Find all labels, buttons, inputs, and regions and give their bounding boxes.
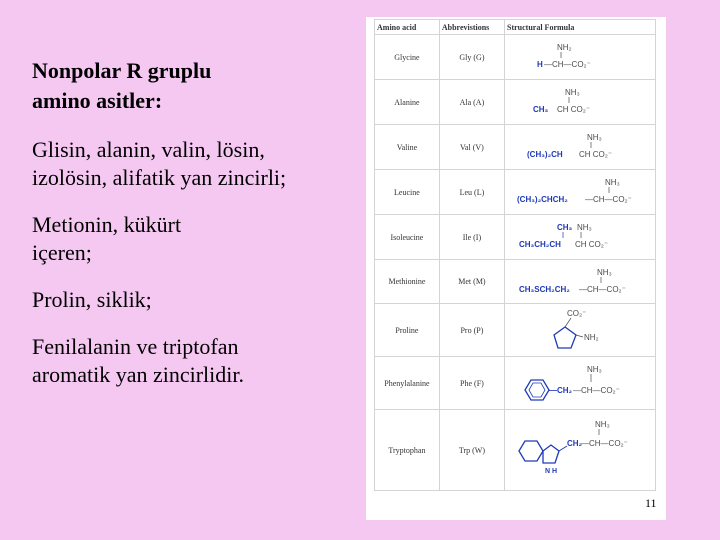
amino-acid-abbr: Leu (L) (439, 170, 504, 215)
formula-backbone: —CH—CO₂⁻ (581, 439, 628, 448)
amino-acid-abbr: Ile (I) (439, 215, 504, 260)
formula-top: NH₃ (565, 88, 580, 97)
table-row (375, 410, 656, 491)
amino-acid-name: Leucine (375, 170, 440, 215)
amino-acid-name: Phenylalanine (375, 357, 440, 410)
page-number: 11 (645, 496, 657, 510)
structural-formula (505, 357, 656, 410)
formula-top: NH₃ (605, 178, 620, 187)
paragraph-sulfur: Metionin, kükürt içeren; (32, 212, 182, 265)
table-row (375, 215, 656, 260)
formula-top: NH₃ (587, 365, 602, 374)
table-row (375, 35, 656, 80)
formula-backbone: —CH—CO₂⁻ (544, 60, 591, 69)
amino-acid-abbr: Gly (G) (439, 35, 504, 80)
amino-acid-name: Glycine (375, 35, 440, 80)
amino-acid-abbr: Trp (W) (439, 410, 504, 491)
table-row (375, 357, 656, 410)
formula-backbone: —CH—CO₂⁻ (573, 386, 620, 395)
amino-acid-table-image (366, 17, 666, 520)
formula-group: CH₂ (567, 439, 583, 448)
formula-top: NH₃ (577, 223, 592, 232)
table-row (375, 260, 656, 304)
formula-top: NH₂ (557, 43, 572, 52)
structural-formula (505, 80, 656, 125)
formula-group: H (537, 60, 543, 69)
amino-acid-name: Valine (375, 125, 440, 170)
formula-group: CH₃SCH₂CH₂ (519, 284, 570, 294)
structural-formula (505, 215, 656, 260)
paragraph-cyclic: Prolin, siklik; (32, 287, 152, 312)
table-row (375, 125, 656, 170)
amino-acid-name: Tryptophan (375, 410, 440, 491)
formula-isoleucine (505, 216, 655, 258)
header-amino-acid: Amino acid (375, 20, 440, 35)
amino-acid-name: Isoleucine (375, 215, 440, 260)
formula-valine (505, 126, 655, 168)
amino-acid-abbr: Val (V) (439, 125, 504, 170)
formula-ring-label: N H (545, 468, 558, 475)
amino-acid-abbr: Pro (P) (439, 304, 504, 357)
formula-top: CO₂⁻ (567, 309, 587, 318)
formula-backbone: —CH—CO₂⁻ (579, 284, 626, 294)
structural-formula (505, 125, 656, 170)
amino-acid-abbr: Phe (F) (439, 357, 504, 410)
formula-top: NH₃ (597, 267, 612, 277)
structural-formula (505, 35, 656, 80)
amino-acid-abbr: Met (M) (439, 260, 504, 304)
structural-formula (505, 170, 656, 215)
paragraph-aliphatic: Glisin, alanin, valin, lösin, izolösin, alifatik yan zincirli; (32, 137, 287, 190)
formula-group: (CH₃)₂CHCH₂ (517, 195, 568, 204)
table-row (375, 80, 656, 125)
amino-acid-table (374, 19, 656, 491)
formula-top: NH₃ (587, 133, 602, 142)
header-abbreviations: Abbrevistions (439, 20, 504, 35)
paragraph-aromatic: Fenilalanin ve triptofan aromatik yan zincirlidir. (32, 334, 244, 387)
formula-alanine (505, 81, 655, 123)
formula-proline (505, 305, 655, 355)
table-row (375, 170, 656, 215)
formula-leucine (505, 171, 655, 213)
formula-backbone: CH CO₂⁻ (557, 105, 591, 114)
formula-backbone: —CH—CO₂⁻ (585, 195, 632, 204)
amino-acid-name: Proline (375, 304, 440, 357)
amino-acid-name: Methionine (375, 260, 440, 304)
structural-formula (505, 304, 656, 357)
formula-group: CH₃CH₂CH (519, 240, 561, 249)
structural-formula (505, 260, 656, 304)
table-row (375, 304, 656, 357)
formula-top: NH₃ (595, 420, 610, 429)
amino-acid-name: Alanine (375, 80, 440, 125)
pyrrolidine-ring-icon (554, 327, 576, 348)
indole-ring-icon (519, 441, 543, 461)
formula-group: CH₃ (533, 105, 549, 114)
formula-backbone: CH CO₂⁻ (575, 240, 609, 249)
formula-top-group: CH₃ (557, 223, 573, 232)
formula-glycine (505, 36, 655, 78)
amino-acid-abbr: Ala (A) (439, 80, 504, 125)
formula-methionine (505, 261, 655, 303)
formula-phenylalanine (505, 358, 655, 408)
slide-title: Nonpolar R gruplu amino asitler: (32, 58, 212, 113)
formula-tryptophan (505, 411, 655, 489)
formula-side: NH₂ (584, 333, 599, 342)
header-structural-formula: Structural Formula (505, 20, 656, 35)
formula-group: (CH₃)₂CH (527, 150, 563, 159)
formula-group: —CH₂ (549, 386, 573, 395)
structural-formula (505, 410, 656, 491)
slide-text (32, 56, 352, 408)
formula-backbone: CH CO₂⁻ (579, 150, 613, 159)
